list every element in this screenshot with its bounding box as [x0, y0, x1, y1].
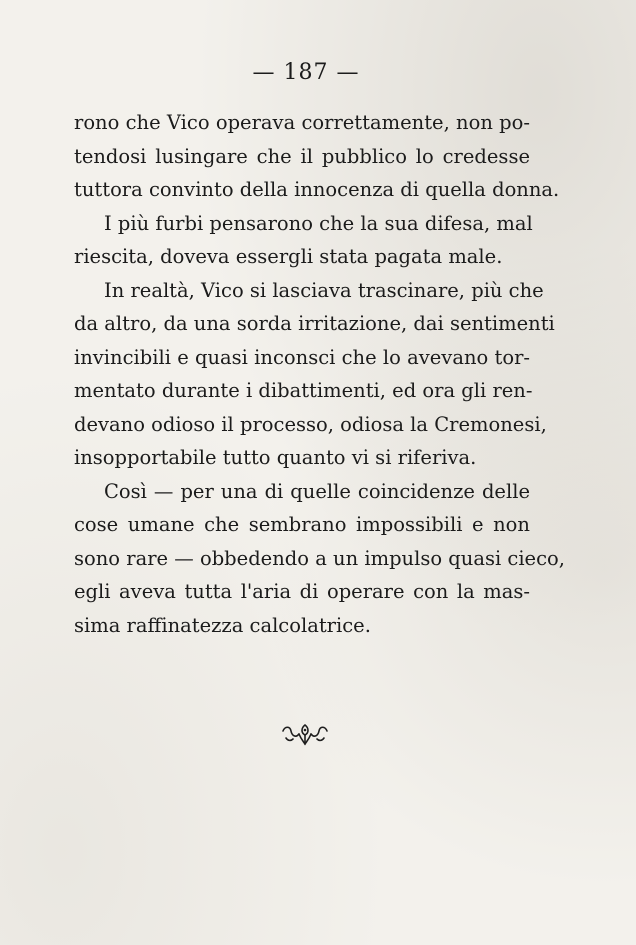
text-line: Così — per una di quelle coincidenze delle	[104, 479, 530, 503]
text-line: riescita, doveva essergli stata pagata male.	[74, 245, 503, 268]
text-line: sima raffinatezza calcolatrice.	[74, 613, 371, 637]
text-line: egli aveva tutta l'aria di operare con la mas-	[74, 580, 530, 603]
body-text	[74, 106, 565, 642]
text-line: rono che Vico operava correttamente, non po-	[74, 111, 530, 134]
text-line: da altro, da una sorda irritazione, dai sentimenti	[74, 312, 555, 335]
text-line: tendosi lusingare che il pubblico lo credesse	[74, 144, 530, 168]
text-line: mentato durante i dibattimenti, ed ora gli ren-	[74, 379, 533, 402]
text-line: I più furbi pensarono che la sua difesa, mal	[104, 211, 533, 235]
fleuron-ornament-icon	[280, 722, 330, 748]
text-line: sono rare — obbedendo a un impulso quasi cieco,	[74, 546, 565, 570]
text-line: devano odioso il processo, odiosa la Cremonesi,	[74, 412, 547, 436]
text-line: cose umane che sembrano impossibili e non	[74, 513, 530, 536]
text-line: In realtà, Vico si lasciava trascinare, più che	[104, 278, 544, 302]
page-number: — 187 —	[252, 60, 360, 85]
text-line: invincibili e quasi inconsci che lo avevano tor-	[74, 345, 530, 369]
text-line: insopportabile tutto quanto vi si riferiva.	[74, 446, 477, 469]
text-line: tuttora convinto della innocenza di quella donna.	[74, 178, 560, 201]
